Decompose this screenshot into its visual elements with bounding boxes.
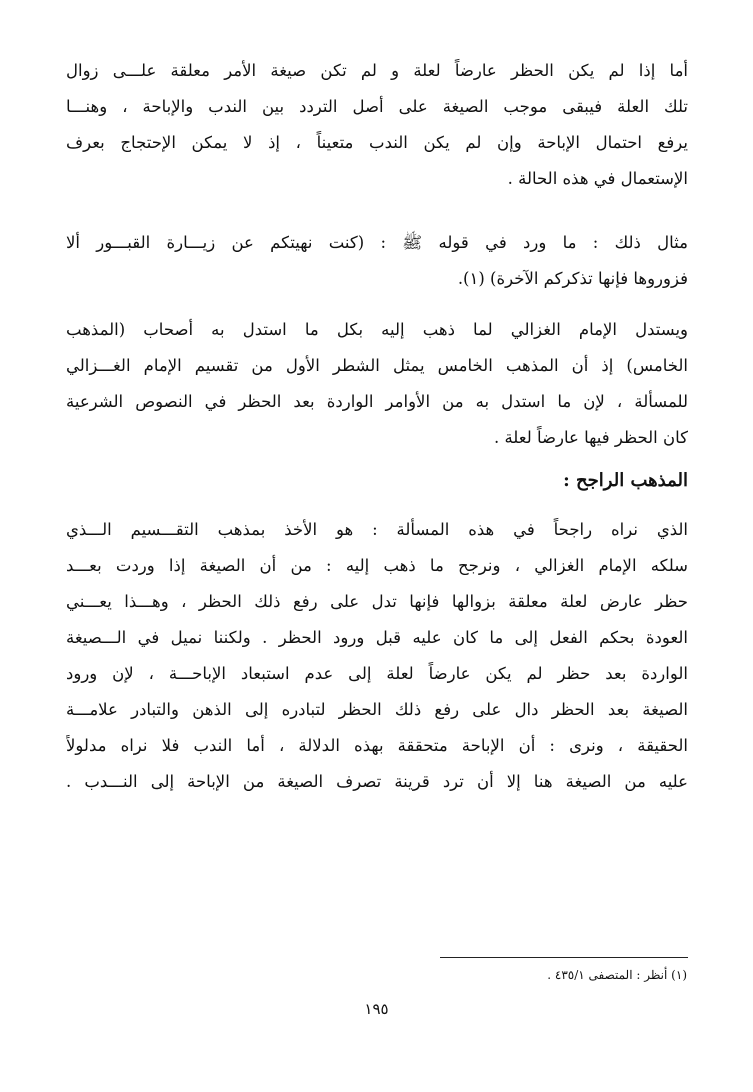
text-line: الخامس) إذ أن المذهب الخامس يمثل الشطر الأول من تقسيم الإمام الغـــزالي (66, 356, 688, 375)
text-line: أما إذا لم يكن الحظر عارضاً لعلة و لم تكن صيغة الأمر معلقة علـــى زوال (66, 61, 688, 80)
footnote: (١) أنظر : المتصفى ٤٣٥/١ . (547, 968, 687, 982)
text-line: للمسألة ، لإن ما استدل به من الأوامر الواردة بعد الحظر في النصوص الشرعية (66, 392, 688, 411)
text-line: الصيغة بعد الحظر دال على رفع ذلك الحظر لتبادره إلى الذهن والتبادر علامـــة (66, 700, 688, 719)
text-line: سلكه الإمام الغزالي ، ونرجح ما ذهب إليه : من أن الصيغة إذا وردت بعـــد (66, 556, 688, 575)
text-line: الإستعمال في هذه الحالة . (507, 169, 688, 188)
text-line: الذي نراه راجحاً في هذه المسألة : هو الأخذ بمذهب التقـــسيم الـــذي (66, 520, 688, 539)
footnote-divider (440, 957, 688, 958)
text-line: تلك العلة فيبقى موجب الصيغة على أصل التردد بين الندب والإباحة ، وهنـــا (66, 97, 688, 116)
text-line: العودة بحكم الفعل إلى ما كان عليه قبل ورود الحظر . ولكننا نميل في الـــصيغة (66, 628, 688, 647)
text-line: كان الحظر فيها عارضاً لعلة . (493, 428, 688, 447)
page-number: ١٩٥ (364, 1000, 389, 1018)
section-heading: المذهب الراجح : (563, 470, 688, 491)
text-line: الحقيقة ، ونرى : أن الإباحة متحققة بهذه الدلالة ، أما الندب فلا نراه مدلولاً (66, 736, 688, 755)
text-line: حظر عارض لعلة معلقة بزوالها فإنها تدل على رفع ذلك الحظر ، وهـــذا يعـــني (66, 592, 688, 611)
text-line: مثال ذلك : ما ورد في قوله ﷺ : (كنت نهيتكم عن زيـــارة القبـــور ألا (66, 233, 688, 252)
text-line: فزوروها فإنها تذكركم الآخرة) (١). (457, 269, 688, 288)
text-line: عليه من الصيغة هنا إلا أن ترد قرينة تصرف الصيغة من الإباحة إلى النـــدب . (66, 772, 688, 791)
text-line: ويستدل الإمام الغزالي لما ذهب إليه بكل ما استدل به أصحاب (المذهب (66, 320, 688, 339)
text-line: يرفع احتمال الإباحة وإن لم يكن الندب متعيناً ، إذ لا يمكن الإحتجاج بعرف (66, 133, 688, 152)
text-line: الواردة بعد حظر لم يكن عارضاً لعلة إلى عدم استبعاد الإباحـــة ، لإن ورود (66, 664, 688, 683)
